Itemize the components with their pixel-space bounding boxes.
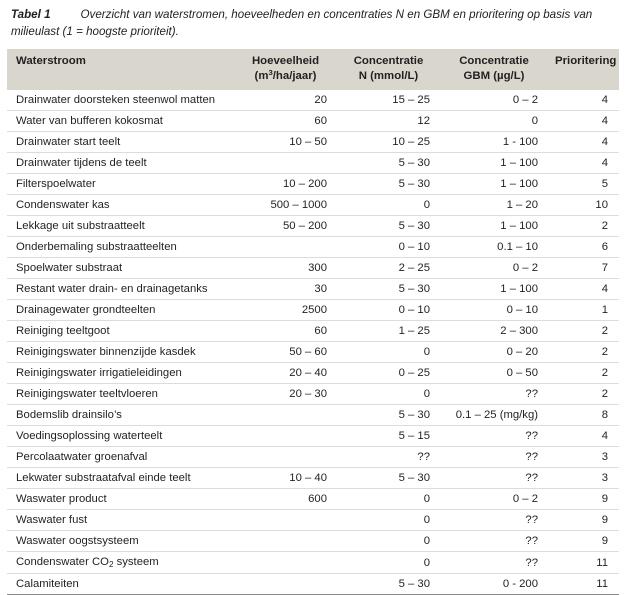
cell-hoeveelheid: 60 xyxy=(234,111,337,132)
table-row xyxy=(7,258,619,279)
cell-concentratie-gbm: ?? xyxy=(440,552,548,574)
cell-concentratie-gbm: 0.1 – 10 xyxy=(440,237,548,258)
cell-waterstroom: Reinigingswater teeltvloeren xyxy=(7,384,234,405)
cell-concentratie-n: 0 xyxy=(337,510,440,531)
column-header-waterstroom-line1: Waterstroom xyxy=(16,55,86,67)
waterstromen-table xyxy=(7,49,619,595)
cell-waterstroom: Condenswater $CO_2$ systeem xyxy=(7,552,234,574)
cell-waterstroom: Onderbemaling substraatteelten xyxy=(7,237,234,258)
cell-concentratie-n: 5 – 30 xyxy=(337,153,440,174)
cell-hoeveelheid: 10 – 40 xyxy=(234,468,337,489)
cell-concentratie-gbm: 0 xyxy=(440,111,548,132)
cell-prioritering: 4 xyxy=(548,426,619,447)
cell-concentratie-n: 12 xyxy=(337,111,440,132)
cell-concentratie-n: 0 – 10 xyxy=(337,300,440,321)
cell-hoeveelheid: 60 xyxy=(234,321,337,342)
table-row xyxy=(7,405,619,426)
cell-concentratie-n: 0 xyxy=(337,342,440,363)
cell-prioritering: 4 xyxy=(548,153,619,174)
table-header xyxy=(7,49,619,90)
cell-concentratie-n: 0 xyxy=(337,552,440,574)
cell-prioritering: 4 xyxy=(548,279,619,300)
cell-prioritering: 8 xyxy=(548,405,619,426)
cell-concentratie-gbm: 1 – 20 xyxy=(440,195,548,216)
cell-hoeveelheid xyxy=(234,237,337,258)
cell-concentratie-gbm: 1 – 100 xyxy=(440,153,548,174)
cell-concentratie-n: 10 – 25 xyxy=(337,132,440,153)
table-caption xyxy=(7,6,619,40)
column-header-concentratie-gbm-units: GBM (µg/L) xyxy=(463,70,525,82)
cell-prioritering: 9 xyxy=(548,510,619,531)
column-header-hoeveelheid-line1: Hoeveelheid xyxy=(251,55,320,67)
cell-waterstroom: Drainwater tijdens de teelt xyxy=(7,153,234,174)
cell-concentratie-n: 0 xyxy=(337,195,440,216)
cell-waterstroom: Lekwater substraatafval einde teelt xyxy=(7,468,234,489)
cell-concentratie-n: 5 – 30 xyxy=(337,468,440,489)
column-header-hoeveelheid-units: $(m^3/ha/jaar)$ xyxy=(254,68,317,82)
cell-prioritering: 11 xyxy=(548,574,619,595)
column-header-waterstroom xyxy=(7,49,234,90)
cell-concentratie-n: 5 – 30 xyxy=(337,216,440,237)
column-header-hoeveelheid xyxy=(234,49,337,90)
cell-hoeveelheid: 50 – 200 xyxy=(234,216,337,237)
cell-hoeveelheid: 30 xyxy=(234,279,337,300)
column-header-prioritering-line1: Prioritering xyxy=(555,55,617,67)
cell-concentratie-gbm: 1 – 100 xyxy=(440,216,548,237)
cell-hoeveelheid xyxy=(234,447,337,468)
table-row xyxy=(7,90,619,111)
cell-concentratie-gbm: 1 - 100 xyxy=(440,132,548,153)
cell-concentratie-gbm: 0 – 20 xyxy=(440,342,548,363)
cell-waterstroom: Filterspoelwater xyxy=(7,174,234,195)
cell-hoeveelheid: 50 – 60 xyxy=(234,342,337,363)
cell-concentratie-gbm: ?? xyxy=(440,531,548,552)
cell-waterstroom: Calamiteiten xyxy=(7,574,234,595)
cell-prioritering: 10 xyxy=(548,195,619,216)
cell-hoeveelheid: 2500 xyxy=(234,300,337,321)
table-row xyxy=(7,342,619,363)
cell-concentratie-n: 0 xyxy=(337,384,440,405)
column-header-concentratie-n-line1: Concentratie xyxy=(353,55,424,67)
cell-waterstroom: Spoelwater substraat xyxy=(7,258,234,279)
cell-concentratie-gbm: 0 – 2 xyxy=(440,258,548,279)
cell-waterstroom: Bodemslib drainsilo’s xyxy=(7,405,234,426)
table-row xyxy=(7,552,619,574)
cell-waterstroom: Water van bufferen kokosmat xyxy=(7,111,234,132)
cell-waterstroom: Waswater product xyxy=(7,489,234,510)
cell-waterstroom: Reinigingswater binnenzijde kasdek xyxy=(7,342,234,363)
cell-prioritering: 11 xyxy=(548,552,619,574)
cell-concentratie-n: 1 – 25 xyxy=(337,321,440,342)
table-header-row xyxy=(7,49,619,90)
cell-hoeveelheid xyxy=(234,531,337,552)
cell-concentratie-gbm: 0 – 50 xyxy=(440,363,548,384)
cell-concentratie-n: 5 – 30 xyxy=(337,174,440,195)
cell-concentratie-n: ?? xyxy=(337,447,440,468)
cell-concentratie-gbm: 0 - 200 xyxy=(440,574,548,595)
cell-prioritering: 4 xyxy=(548,111,619,132)
cell-concentratie-n: 5 – 30 xyxy=(337,405,440,426)
cell-hoeveelheid: 600 xyxy=(234,489,337,510)
cell-hoeveelheid: 20 – 40 xyxy=(234,363,337,384)
cell-prioritering: 2 xyxy=(548,363,619,384)
column-header-concentratie-n xyxy=(337,49,440,90)
cell-concentratie-gbm: ?? xyxy=(440,447,548,468)
table-row xyxy=(7,300,619,321)
cell-concentratie-n: 0 xyxy=(337,489,440,510)
cell-concentratie-gbm: 1 – 100 xyxy=(440,279,548,300)
cell-concentratie-gbm: ?? xyxy=(440,468,548,489)
cell-prioritering: 1 xyxy=(548,300,619,321)
table-row xyxy=(7,174,619,195)
cell-waterstroom: Reinigingswater irrigatieleidingen xyxy=(7,363,234,384)
table-body xyxy=(7,90,619,595)
cell-hoeveelheid xyxy=(234,426,337,447)
cell-concentratie-n: 0 – 10 xyxy=(337,237,440,258)
cell-hoeveelheid xyxy=(234,405,337,426)
cell-concentratie-n: 5 – 30 xyxy=(337,574,440,595)
cell-hoeveelheid: 20 – 30 xyxy=(234,384,337,405)
cell-hoeveelheid xyxy=(234,510,337,531)
cell-prioritering: 3 xyxy=(548,447,619,468)
cell-concentratie-n: 15 – 25 xyxy=(337,90,440,111)
cell-concentratie-gbm: 0 – 10 xyxy=(440,300,548,321)
cell-hoeveelheid xyxy=(234,574,337,595)
cell-prioritering: 2 xyxy=(548,342,619,363)
table-caption-label: Tabel 1 xyxy=(11,8,51,21)
table-row xyxy=(7,363,619,384)
cell-hoeveelheid xyxy=(234,153,337,174)
cell-concentratie-gbm: 0.1 – 25 (mg/kg) xyxy=(440,405,548,426)
cell-concentratie-n: 5 – 30 xyxy=(337,279,440,300)
cell-concentratie-gbm: 0 – 2 xyxy=(440,90,548,111)
table-row xyxy=(7,195,619,216)
cell-concentratie-gbm: ?? xyxy=(440,384,548,405)
cell-hoeveelheid: 500 – 1000 xyxy=(234,195,337,216)
cell-prioritering: 9 xyxy=(548,531,619,552)
table-row xyxy=(7,153,619,174)
cell-prioritering: 3 xyxy=(548,468,619,489)
cell-waterstroom: Restant water drain- en drainagetanks xyxy=(7,279,234,300)
table-row xyxy=(7,426,619,447)
cell-concentratie-gbm: 1 – 100 xyxy=(440,174,548,195)
cell-hoeveelheid: 20 xyxy=(234,90,337,111)
cell-waterstroom: Condenswater kas xyxy=(7,195,234,216)
column-header-concentratie-n-units: N (mmol/L) xyxy=(358,70,419,82)
cell-prioritering: 2 xyxy=(548,384,619,405)
table-row xyxy=(7,279,619,300)
column-header-concentratie-gbm xyxy=(440,49,548,90)
cell-prioritering: 2 xyxy=(548,321,619,342)
cell-prioritering: 4 xyxy=(548,90,619,111)
table-row xyxy=(7,574,619,595)
table-row xyxy=(7,111,619,132)
cell-prioritering: 4 xyxy=(548,132,619,153)
cell-waterstroom: Reiniging teeltgoot xyxy=(7,321,234,342)
cell-waterstroom: Drainwater doorsteken steenwol matten xyxy=(7,90,234,111)
table-row xyxy=(7,237,619,258)
cell-concentratie-n: 0 xyxy=(337,531,440,552)
cell-prioritering: 6 xyxy=(548,237,619,258)
cell-waterstroom: Voedingsoplossing waterteelt xyxy=(7,426,234,447)
table-caption-text: Overzicht van waterstromen, hoeveelheden en concentraties N en GBM en prioritering op basis van milieulast (1 = hoogste prioriteit). xyxy=(11,8,593,38)
cell-waterstroom: Drainwater start teelt xyxy=(7,132,234,153)
cell-prioritering: 5 xyxy=(548,174,619,195)
cell-concentratie-n: 2 – 25 xyxy=(337,258,440,279)
cell-hoeveelheid: 10 – 200 xyxy=(234,174,337,195)
table-row xyxy=(7,384,619,405)
cell-concentratie-gbm: ?? xyxy=(440,426,548,447)
cell-prioritering: 7 xyxy=(548,258,619,279)
cell-concentratie-n: 0 – 25 xyxy=(337,363,440,384)
cell-hoeveelheid: 10 – 50 xyxy=(234,132,337,153)
cell-waterstroom: Waswater oogstsysteem xyxy=(7,531,234,552)
cell-waterstroom: Percolaatwater groenafval xyxy=(7,447,234,468)
cell-concentratie-n: 5 – 15 xyxy=(337,426,440,447)
table-row xyxy=(7,489,619,510)
cell-waterstroom: Lekkage uit substraatteelt xyxy=(7,216,234,237)
cell-prioritering: 2 xyxy=(548,216,619,237)
column-header-prioritering xyxy=(548,49,619,90)
cell-hoeveelheid: 300 xyxy=(234,258,337,279)
cell-prioritering: 9 xyxy=(548,489,619,510)
cell-hoeveelheid xyxy=(234,552,337,574)
table-row xyxy=(7,447,619,468)
cell-concentratie-gbm: ?? xyxy=(440,510,548,531)
table-row xyxy=(7,510,619,531)
cell-concentratie-gbm: 0 – 2 xyxy=(440,489,548,510)
cell-concentratie-gbm: 2 – 300 xyxy=(440,321,548,342)
cell-waterstroom: Drainagewater grondteelten xyxy=(7,300,234,321)
table-row xyxy=(7,132,619,153)
table-row xyxy=(7,216,619,237)
table-row xyxy=(7,531,619,552)
cell-waterstroom: Waswater fust xyxy=(7,510,234,531)
table-row xyxy=(7,321,619,342)
table-row xyxy=(7,468,619,489)
column-header-concentratie-gbm-line1: Concentratie xyxy=(459,55,529,67)
